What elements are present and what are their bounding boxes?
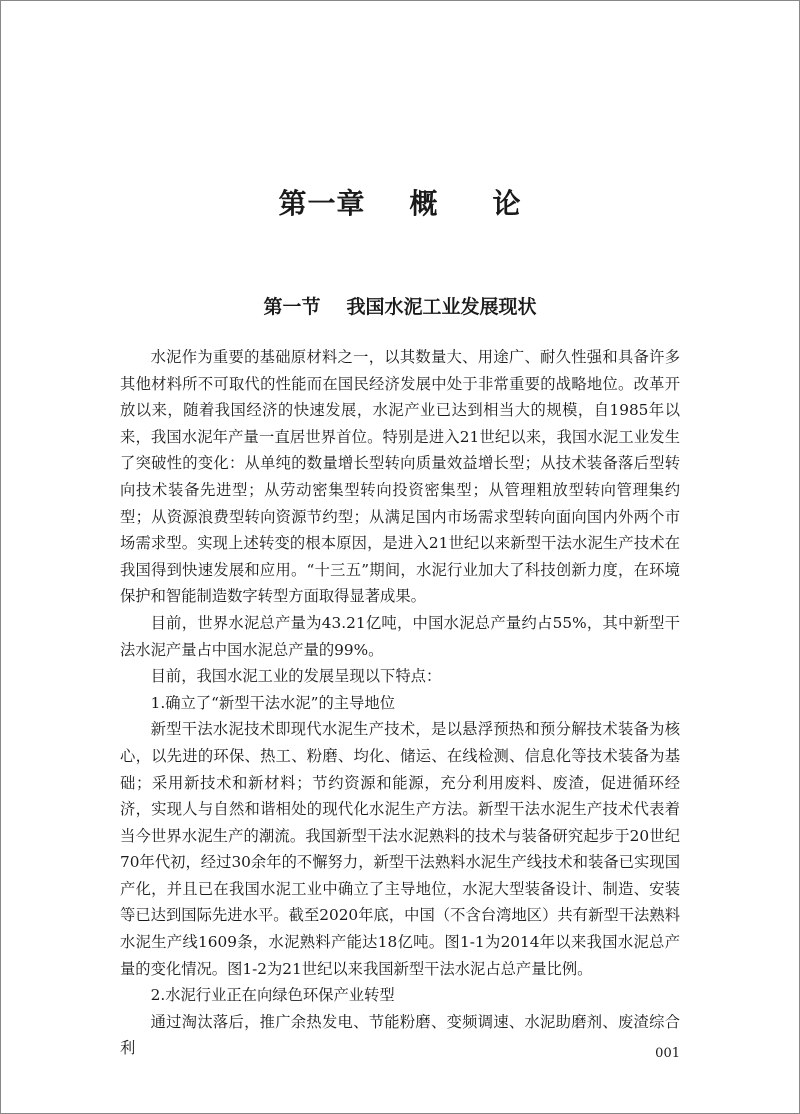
- chapter-title-char-2: 论: [492, 187, 522, 220]
- body-text: [120, 344, 680, 1062]
- list-heading-2: 2.水泥行业正在向绿色环保产业转型: [150, 986, 395, 1005]
- list-heading-1: 1.确立了“新型干法水泥”的主导地位: [150, 693, 395, 712]
- paragraph-dry-process: 新型干法水泥技术即现代水泥生产技术，是以悬浮预热和预分解技术装备为核心，以先进的环保、热工、粉磨、均化、储运、在线检测、信息化等技术装备为基础；采用新技术和新材料；节约资源和能源，充分利用废料、废渣，促进循环经济，实现人与自然和谐相处的现代化水泥生产方法。新型干法水泥生产技术代表着当今世界水泥生产的潮流。我国新型干法水泥熟料的技术与装备研究起步于20世纪70年代初，经过30余年的不懈努力，新型干法熟料水泥生产线技术和装备已实现国产化，并且已在我国水泥工业中确立了主导地位，水泥大型装备设计、制造、安装等已达到国际先进水平。截至2020年底，中国（不含台湾地区）共有新型干法熟料水泥生产线1609条，水泥熟料产能达18亿吨。图1-1为2014年以来我国水泥总产量的变化情况。图1-2为21世纪以来我国新型干法水泥占总产量比例。: [120, 720, 680, 978]
- section-heading: [0, 292, 800, 319]
- paragraph-production: 目前，世界水泥总产量为43.21亿吨，中国水泥总产量约占55%，其中新型干法水泥产量占中国水泥总产量的99%。: [120, 613, 680, 659]
- chapter-number: 第一章: [278, 187, 366, 220]
- page-number: 001: [655, 1046, 680, 1061]
- paragraph-intro: 水泥作为重要的基础原材料之一，以其数量大、用途广、耐久性强和具备许多其他材料所不可取代的性能而在国民经济发展中处于非常重要的战略地位。改革开放以来，随着我国经济的快速发展，水泥产业已达到相当大的规模，自1985年以来，我国水泥年产量一直居世界首位。特别是进入21世纪以来，我国水泥工业发生了突破性的变化：从单纯的数量增长型转向质量效益增长型；从技术装备落后型转向技术装备先进型；从劳动密集型转向投资密集型；从管理粗放型转向管理集约型；从资源浪费型转向资源节约型；从满足国内市场需求型转向面向国内外两个市场需求型。实现上述转变的根本原因，是进入21世纪以来新型干法水泥生产技术在我国得到快速发展和应用。“十三五”期间，水泥行业加大了科技创新力度，在环境保护和智能制造数字转型方面取得显著成果。: [120, 348, 680, 606]
- section-title: 我国水泥工业发展现状: [346, 296, 537, 318]
- paragraph-features-intro: 目前，我国水泥工业的发展呈现以下特点：: [150, 667, 442, 686]
- paragraph-green-transition: 通过淘汰落后，推广余热发电、节能粉磨、变频调速、水泥助磨剂、废渣综合利: [120, 1012, 680, 1058]
- chapter-title-char-1: 概: [409, 187, 439, 220]
- chapter-title: [0, 182, 800, 222]
- section-number: 第一节: [263, 296, 321, 318]
